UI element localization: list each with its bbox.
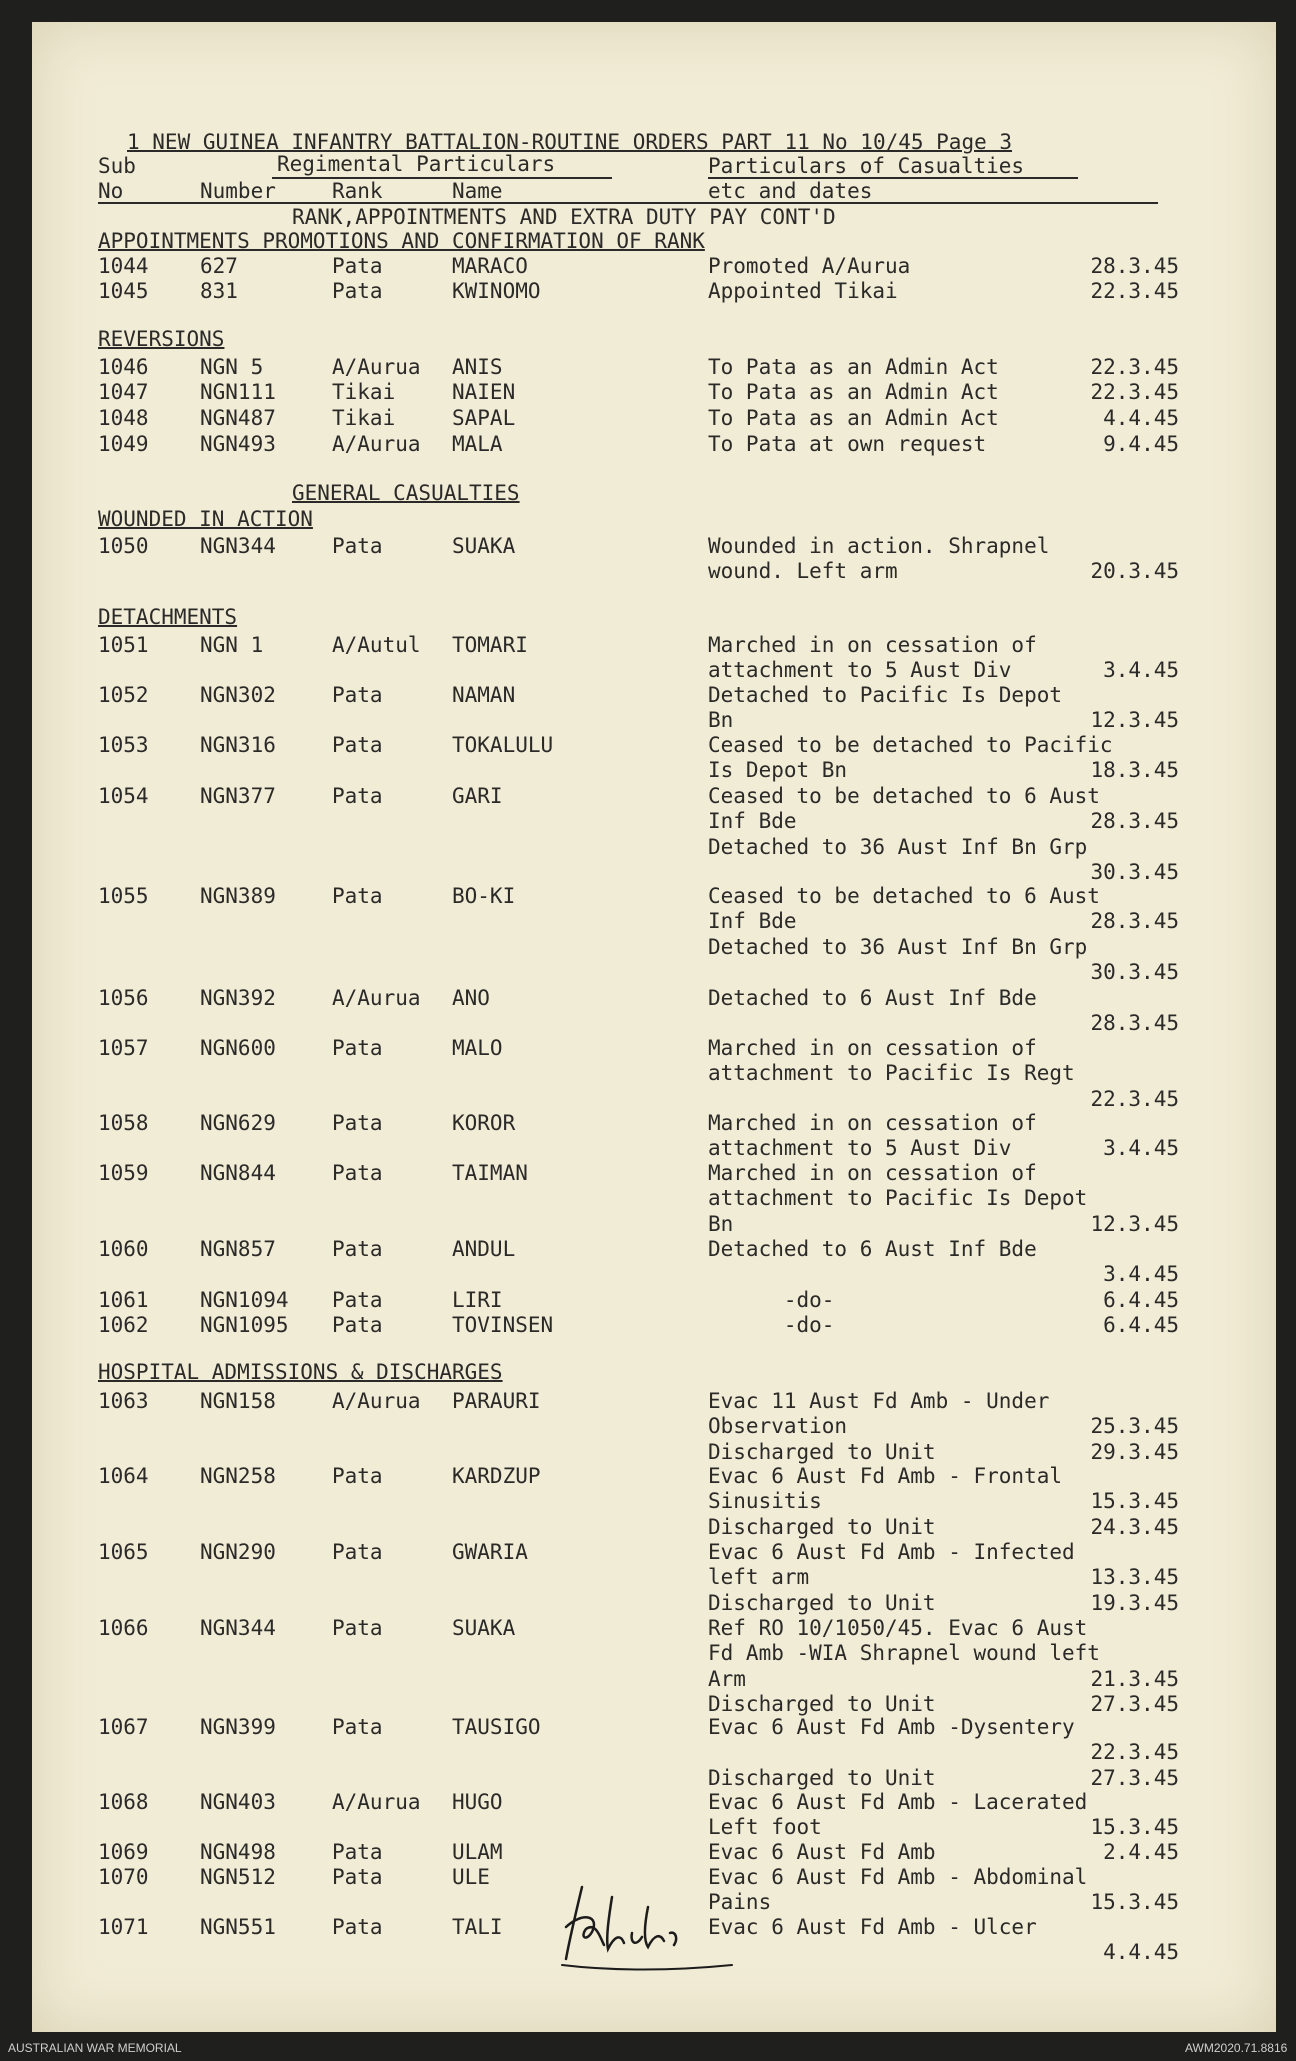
entry-particulars: Ceased to be detached to 6 Aust (708, 884, 1100, 908)
entry-sub-no: 1071 (98, 1915, 149, 1939)
entry-name: SUAKA (452, 534, 516, 558)
entry-date: 28.3.45 (1090, 1011, 1179, 1036)
entry-name: LIRI (452, 1288, 503, 1312)
entry-particulars: attachment to Pacific Is Regt (708, 1061, 1075, 1086)
entry-number: NGN512 (200, 1865, 276, 1889)
entry-sub-no: 1062 (98, 1313, 149, 1337)
entry-date: 12.3.45 (1090, 708, 1179, 733)
entry-number: NGN158 (200, 1389, 276, 1413)
entry-number: NGN403 (200, 1790, 276, 1814)
entry-number: NGN493 (200, 432, 276, 456)
entry-particulars: Discharged to Unit (708, 1514, 936, 1539)
entry-particulars: Arm (708, 1666, 746, 1691)
entry-particulars: Wounded in action. Shrapnel (708, 534, 1050, 558)
entry-name: TAUSIGO (452, 1715, 541, 1739)
entry-sub-no: 1066 (98, 1616, 149, 1640)
entry-number: 831 (200, 279, 238, 303)
entry-number: NGN392 (200, 986, 276, 1010)
entry-particulars: Bn (708, 1211, 734, 1236)
entry-date: 13.3.45 (1090, 1565, 1179, 1590)
entry-number: NGN1095 (200, 1313, 289, 1337)
entry-particulars: Fd Amb -WIA Shrapnel wound left (708, 1641, 1100, 1666)
entry-number: NGN344 (200, 1616, 276, 1640)
column-header-no: No (98, 179, 124, 203)
entry-name: TOKALULU (452, 733, 554, 757)
entry-number: NGN344 (200, 534, 276, 558)
entry-name: KOROR (452, 1111, 516, 1135)
entry-sub-no: 1059 (98, 1161, 149, 1185)
entry-date: 15.3.45 (1090, 1815, 1179, 1840)
entry-sub-no: 1068 (98, 1790, 149, 1814)
entry-rank: Pata (332, 534, 383, 558)
entry-sub-no: 1070 (98, 1865, 149, 1889)
entry-rank: Pata (332, 884, 383, 908)
entry-particulars: attachment to Pacific Is Depot (708, 1186, 1088, 1211)
entry-date: 22.3.45 (1090, 1086, 1179, 1111)
entry-number: NGN111 (200, 380, 276, 404)
entry-number: NGN 5 (200, 355, 264, 379)
entry-name: KARDZUP (452, 1464, 541, 1488)
entry-particulars: Marched in on cessation of (708, 1036, 1037, 1060)
entry-particulars: Detached to Pacific Is Depot (708, 683, 1063, 707)
entry-particulars: Inf Bde (708, 909, 797, 934)
entry-sub-no: 1044 (98, 254, 149, 278)
entry-sub-no: 1049 (98, 432, 149, 456)
entry-sub-no: 1056 (98, 986, 149, 1010)
entry-date: 9.4.45 (1103, 432, 1179, 456)
entry-particulars: left arm (708, 1565, 810, 1590)
entry-number: NGN290 (200, 1540, 276, 1564)
entry-sub-no: 1057 (98, 1036, 149, 1060)
entry-name: NAMAN (452, 683, 516, 707)
column-header-rank: Rank (332, 179, 383, 203)
entry-date: 24.3.45 (1090, 1514, 1179, 1539)
entry-sub-no: 1067 (98, 1715, 149, 1739)
entry-rank: Pata (332, 733, 383, 757)
entry-number: NGN302 (200, 683, 276, 707)
footer-accession: AWM2020.71.8816 (1185, 2041, 1288, 2055)
entry-particulars: Ref RO 10/1050/45. Evac 6 Aust (708, 1616, 1088, 1640)
entry-name: MALA (452, 432, 503, 456)
entry-sub-no: 1060 (98, 1237, 149, 1261)
entry-date: 3.4.45 (1103, 1136, 1179, 1161)
entry-particulars: Marched in on cessation of (708, 1161, 1037, 1185)
entry-name: ULE (452, 1865, 490, 1889)
entry-particulars: wound. Left arm (708, 559, 898, 584)
entry-rank: Pata (332, 1237, 383, 1261)
entry-particulars: Detached to 36 Aust Inf Bn Grp (708, 834, 1088, 859)
entry-particulars: To Pata as an Admin Act (708, 406, 999, 430)
entry-date: 22.3.45 (1090, 279, 1179, 303)
entry-date: 27.3.45 (1090, 1691, 1179, 1716)
entry-date: 19.3.45 (1090, 1590, 1179, 1615)
entry-sub-no: 1058 (98, 1111, 149, 1135)
entry-particulars: Pains (708, 1890, 772, 1915)
entry-number: NGN551 (200, 1915, 276, 1939)
entry-rank: Pata (332, 1161, 383, 1185)
entry-particulars: To Pata as an Admin Act (708, 355, 999, 379)
entry-rank: A/Autul (332, 633, 421, 657)
entry-date: 25.3.45 (1090, 1414, 1179, 1439)
entry-name: BO-KI (452, 884, 516, 908)
entry-particulars: Evac 6 Aust Fd Amb - Abdominal (708, 1865, 1088, 1889)
entry-sub-no: 1061 (98, 1288, 149, 1312)
entry-number: NGN389 (200, 884, 276, 908)
entry-particulars: Discharged to Unit (708, 1439, 936, 1464)
entry-particulars: Evac 6 Aust Fd Amb - Ulcer (708, 1915, 1037, 1939)
signature-icon (552, 1867, 742, 1977)
entry-date: 2.4.45 (1103, 1840, 1179, 1864)
entry-particulars: Evac 6 Aust Fd Amb (708, 1840, 936, 1864)
entry-particulars: -do- (708, 1313, 835, 1337)
entry-particulars: -do- (708, 1288, 835, 1312)
entry-number: 627 (200, 254, 238, 278)
entry-rank: Pata (332, 683, 383, 707)
entry-sub-no: 1054 (98, 784, 149, 808)
entry-sub-no: 1051 (98, 633, 149, 657)
entry-date: 6.4.45 (1103, 1288, 1179, 1312)
entry-particulars: Ceased to be detached to Pacific (708, 733, 1113, 757)
entry-date: 28.3.45 (1090, 254, 1179, 278)
entry-name: KWINOMO (452, 279, 541, 303)
entry-particulars: attachment to 5 Aust Div (708, 1136, 1012, 1161)
section-heading: REVERSIONS (98, 327, 225, 351)
entry-date: 27.3.45 (1090, 1765, 1179, 1790)
entry-date: 30.3.45 (1090, 859, 1179, 884)
section-heading: RANK,APPOINTMENTS AND EXTRA DUTY PAY CONT'D (292, 205, 836, 229)
entry-rank: Pata (332, 279, 383, 303)
entry-name: SUAKA (452, 1616, 516, 1640)
entry-sub-no: 1047 (98, 380, 149, 404)
entry-rank: Pata (332, 784, 383, 808)
document-page (32, 22, 1276, 2032)
entry-particulars: To Pata as an Admin Act (708, 380, 999, 404)
entry-particulars: To Pata at own request (708, 432, 987, 456)
entry-particulars: Is Depot Bn (708, 758, 848, 783)
section-heading: HOSPITAL ADMISSIONS & DISCHARGES (98, 1360, 503, 1384)
entry-rank: A/Aurua (332, 1389, 421, 1413)
entry-name: NAIEN (452, 380, 516, 404)
entry-name: TOMARI (452, 633, 528, 657)
entry-rank: Tikai (332, 406, 396, 430)
entry-particulars: Marched in on cessation of (708, 1111, 1037, 1135)
page-title: 1 NEW GUINEA INFANTRY BATTALION-ROUTINE ORDERS PART 11 No 10/45 Page 3 (127, 130, 1013, 154)
entry-rank: Pata (332, 254, 383, 278)
entry-date: 22.3.45 (1090, 1740, 1179, 1765)
entry-particulars: Discharged to Unit (708, 1691, 936, 1716)
entry-particulars: Evac 6 Aust Fd Amb - Lacerated (708, 1790, 1088, 1814)
entry-date: 28.3.45 (1090, 909, 1179, 934)
entry-number: NGN498 (200, 1840, 276, 1864)
entry-date: 29.3.45 (1090, 1439, 1179, 1464)
entry-sub-no: 1050 (98, 534, 149, 558)
column-header-number: Number (200, 179, 276, 203)
entry-sub-no: 1064 (98, 1464, 149, 1488)
entry-number: NGN487 (200, 406, 276, 430)
entry-date: 22.3.45 (1090, 355, 1179, 379)
entry-rank: A/Aurua (332, 432, 421, 456)
entry-sub-no: 1063 (98, 1389, 149, 1413)
entry-date: 15.3.45 (1090, 1890, 1179, 1915)
entry-sub-no: 1065 (98, 1540, 149, 1564)
entry-particulars: Appointed Tikai (708, 279, 898, 303)
entry-name: ULAM (452, 1840, 503, 1864)
header-rule (98, 202, 1158, 204)
entry-particulars: Ceased to be detached to 6 Aust (708, 784, 1100, 808)
entry-rank: A/Aurua (332, 1790, 421, 1814)
entry-rank: Pata (332, 1616, 383, 1640)
casualties-rule (708, 177, 1078, 179)
entry-number: NGN857 (200, 1237, 276, 1261)
column-header-regimental: Regimental Particulars (277, 152, 556, 176)
entry-name: MARACO (452, 254, 528, 278)
entry-particulars: Promoted A/Aurua (708, 254, 911, 278)
entry-sub-no: 1048 (98, 406, 149, 430)
entry-particulars: Discharged to Unit (708, 1765, 936, 1790)
entry-name: ANDUL (452, 1237, 516, 1261)
entry-sub-no: 1069 (98, 1840, 149, 1864)
entry-particulars: Marched in on cessation of (708, 633, 1037, 657)
entry-number: NGN1094 (200, 1288, 289, 1312)
entry-number: NGN316 (200, 733, 276, 757)
footer-institution: AUSTRALIAN WAR MEMORIAL (8, 2041, 182, 2055)
entry-particulars: attachment to 5 Aust Div (708, 658, 1012, 683)
entry-date: 3.4.45 (1103, 1262, 1179, 1287)
entry-rank: A/Aurua (332, 986, 421, 1010)
entry-date: 22.3.45 (1090, 380, 1179, 404)
entry-date: 18.3.45 (1090, 758, 1179, 783)
section-heading: APPOINTMENTS PROMOTIONS AND CONFIRMATION OF RANK (98, 229, 705, 253)
entry-name: ANIS (452, 355, 503, 379)
section-heading: WOUNDED IN ACTION (98, 507, 313, 531)
entry-particulars: Evac 6 Aust Fd Amb - Frontal (708, 1464, 1063, 1488)
section-heading: GENERAL CASUALTIES (292, 481, 520, 505)
entry-date: 20.3.45 (1090, 559, 1179, 584)
entry-particulars: Sinusitis (708, 1489, 822, 1514)
entry-rank: Pata (332, 1111, 383, 1135)
entry-number: NGN377 (200, 784, 276, 808)
entry-name: MALO (452, 1036, 503, 1060)
entry-name: ANO (452, 986, 490, 1010)
entry-name: HUGO (452, 1790, 503, 1814)
column-header-name: Name (452, 179, 503, 203)
entry-rank: Pata (332, 1288, 383, 1312)
entry-number: NGN600 (200, 1036, 276, 1060)
column-header-casualties: Particulars of Casualties (708, 154, 1025, 178)
entry-rank: A/Aurua (332, 355, 421, 379)
entry-name: PARAURI (452, 1389, 541, 1413)
entry-sub-no: 1055 (98, 884, 149, 908)
entry-number: NGN399 (200, 1715, 276, 1739)
entry-particulars: Evac 11 Aust Fd Amb - Under (708, 1389, 1050, 1413)
entry-name: TOVINSEN (452, 1313, 554, 1337)
entry-particulars: Evac 6 Aust Fd Amb - Infected (708, 1540, 1075, 1564)
entry-rank: Pata (332, 1540, 383, 1564)
entry-rank: Pata (332, 1715, 383, 1739)
entry-date: 4.4.45 (1103, 1940, 1179, 1965)
column-header-sub: Sub (98, 154, 136, 178)
entry-name: GARI (452, 784, 503, 808)
entry-particulars: Left foot (708, 1815, 822, 1840)
section-heading: DETACHMENTS (98, 605, 238, 629)
entry-number: NGN 1 (200, 633, 264, 657)
entry-date: 21.3.45 (1090, 1666, 1179, 1691)
entry-particulars: Evac 6 Aust Fd Amb -Dysentery (708, 1715, 1075, 1739)
entry-sub-no: 1046 (98, 355, 149, 379)
entry-rank: Pata (332, 1840, 383, 1864)
entry-date: 12.3.45 (1090, 1211, 1179, 1236)
entry-particulars: Bn (708, 708, 734, 733)
entry-name: TALI (452, 1915, 503, 1939)
entry-particulars: Observation (708, 1414, 848, 1439)
regimental-rule (272, 177, 612, 179)
entry-date: 6.4.45 (1103, 1313, 1179, 1337)
entry-number: NGN258 (200, 1464, 276, 1488)
column-header-etc: etc and dates (708, 179, 873, 203)
entry-date: 28.3.45 (1090, 809, 1179, 834)
entry-rank: Pata (332, 1036, 383, 1060)
entry-name: GWARIA (452, 1540, 528, 1564)
entry-date: 30.3.45 (1090, 959, 1179, 984)
entry-date: 3.4.45 (1103, 658, 1179, 683)
entry-particulars: Detached to 6 Aust Inf Bde (708, 1237, 1037, 1261)
entry-number: NGN629 (200, 1111, 276, 1135)
entry-date: 15.3.45 (1090, 1489, 1179, 1514)
entry-name: SAPAL (452, 406, 516, 430)
entry-particulars: Detached to 6 Aust Inf Bde (708, 986, 1037, 1010)
entry-rank: Pata (332, 1313, 383, 1337)
entry-particulars: Detached to 36 Aust Inf Bn Grp (708, 934, 1088, 959)
entry-number: NGN844 (200, 1161, 276, 1185)
entry-sub-no: 1045 (98, 279, 149, 303)
entry-particulars: Inf Bde (708, 809, 797, 834)
entry-sub-no: 1052 (98, 683, 149, 707)
entry-name: TAIMAN (452, 1161, 528, 1185)
entry-date: 4.4.45 (1103, 406, 1179, 430)
entry-rank: Pata (332, 1915, 383, 1939)
entry-rank: Pata (332, 1865, 383, 1889)
entry-particulars: Discharged to Unit (708, 1590, 936, 1615)
entry-rank: Pata (332, 1464, 383, 1488)
entry-sub-no: 1053 (98, 733, 149, 757)
entry-rank: Tikai (332, 380, 396, 404)
